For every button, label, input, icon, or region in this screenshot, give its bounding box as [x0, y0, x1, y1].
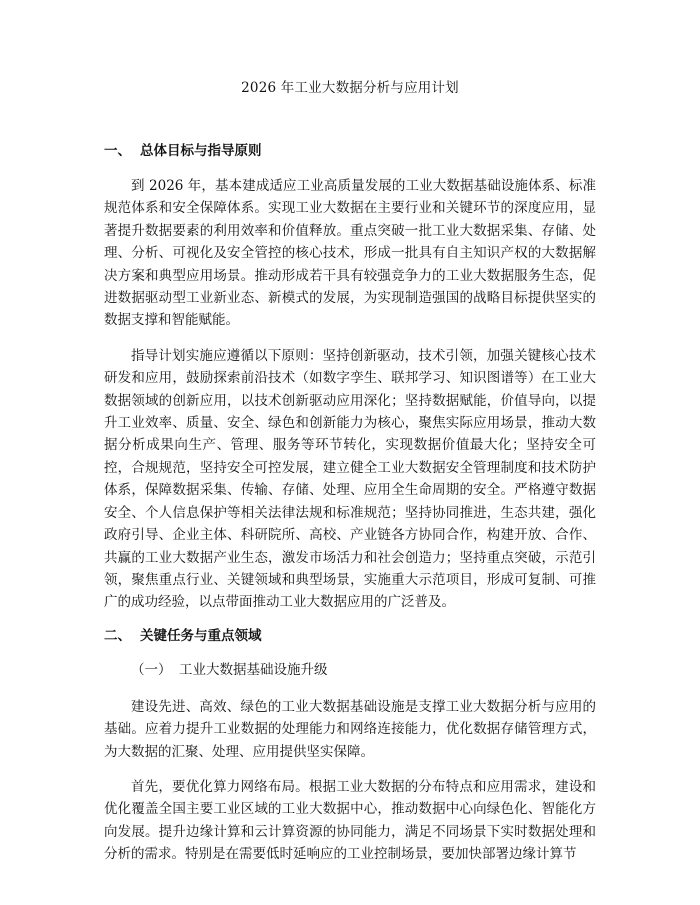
subsection-number: （一） [131, 661, 172, 678]
section-title: 关键任务与重点领域 [140, 627, 262, 644]
section-number: 二、 [104, 627, 131, 644]
subsection-title: 工业大数据基础设施升级 [179, 661, 328, 678]
paragraph: 首先，要优化算力网络布局。根据工业大数据的分布特点和应用需求，建设和优化覆盖全国主要工业区域的工业大数据中心，推动数据中心向绿色化、智能化方向发展。提升边缘计算和云计算资源的协同能力，满足不同场景下实时数据处理和分析的需求。特别是在需要低时延响应的工业控制场景，要加快部署边缘计算节 [104, 778, 596, 863]
section-title: 总体目标与指导原则 [140, 143, 262, 159]
paragraph: 建设先进、高效、绿色的工业大数据基础设施是支撑工业大数据分析与应用的基础。应着力提升工业数据的处理能力和网络连接能力，优化数据存储管理方式，为大数据的汇聚、处理、应用提供坚实保障。 [104, 698, 596, 760]
subsection-heading-1 [104, 660, 596, 680]
document-title: 2026 年工业大数据分析与应用计划 [241, 80, 459, 96]
section-heading-1 [104, 141, 596, 161]
paragraph: 指导计划实施应遵循以下原则：坚持创新驱动，技术引领，加强关键核心技术研发和应用，鼓励探索前沿技术（如数字孪生、联邦学习、知识图谱等）在工业大数据领域的创新应用，以技术创新驱动应用深化；坚持数据赋能，价值导向，以提升工业效率、质量、安全、绿色和创新能力为核心，聚焦实际应用场景，推动大数据分析成果向生产、管理、服务等环节转化，实现数据价值最大化；坚持安全可控，合规规范，坚持安全可控发展，建立健全工业大数据安全管理制度和技术防护体系，保障数据采集、传输、存储、处理、应用全生命周期的安全。严格遵守数据安全、个人信息保护等相关法律法规和标准规范；坚持协同推进，生态共建，强化政府引导、企业主体、科研院所、高校、产业链各方协同合作，构建开放、合作、共赢的工业大数据产业生态，激发市场活力和社会创造力；坚持重点突破，示范引领，聚焦重点行业、关键领域和典型场景，实施重大示范项目，形成可复制、可推广的成功经验，以点带面推动工业大数据应用的广泛普及。 [104, 347, 596, 611]
section-number: 一、 [104, 143, 131, 159]
paragraph: 到 2026 年，基本建成适应工业高质量发展的工业大数据基础设施体系、标准规范体系和安全保障体系。实现工业大数据在主要行业和关键环节的深度应用，显著提升数据要素的利用效率和价值释放。重点突破一批工业大数据采集、存储、处理、分析、可视化及安全管控的核心技术，形成一批具有自主知识产权的大数据解决方案和典型应用场景。推动形成若干具有较强竞争力的工业大数据服务生态，促进数据驱动型工业新业态、新模式的发展，为实现制造强国的战略目标提供坚实的数据支撑和智能赋能。 [104, 178, 596, 329]
section-heading-2 [104, 626, 596, 646]
